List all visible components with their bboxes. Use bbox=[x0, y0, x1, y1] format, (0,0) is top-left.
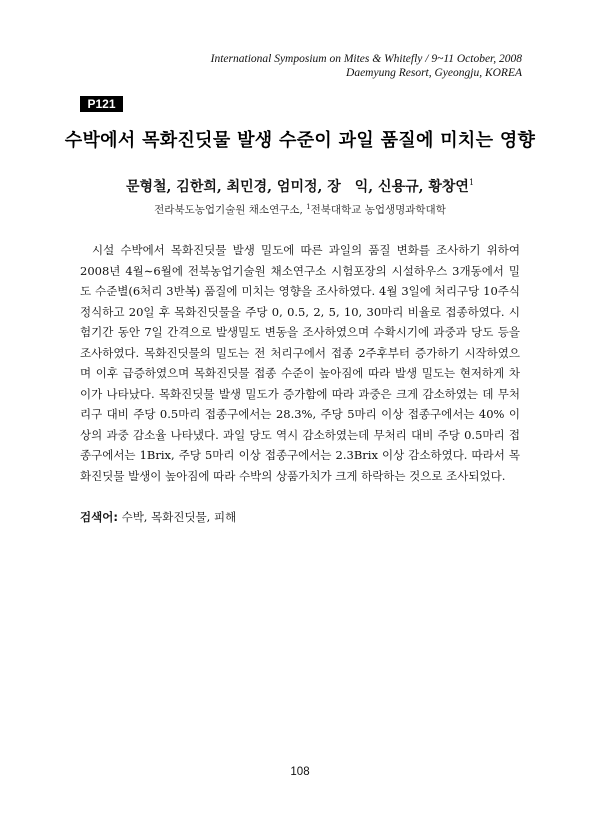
affiliation-superscript: 1 bbox=[306, 203, 311, 211]
paper-title: 수박에서 목화진딧물 발생 수준이 과일 품질에 미치는 영향 bbox=[64, 130, 536, 151]
affiliation-secondary: 전북대학교 농업생명과학대학 bbox=[310, 204, 446, 216]
conference-venue: Daemyung Resort, Gyeongju, KOREA bbox=[346, 67, 522, 79]
keywords bbox=[80, 509, 236, 525]
affiliation bbox=[0, 202, 600, 217]
author-names: 문형철, 김한희, 최민경, 엄미정, 장 익, 신용규, 황창연 bbox=[125, 179, 469, 195]
page-number: 108 bbox=[290, 766, 310, 778]
keywords-label: 검색어: bbox=[80, 510, 118, 524]
author-superscript: 1 bbox=[468, 178, 475, 187]
poster-id-badge: P121 bbox=[80, 96, 123, 112]
conference-name: International Symposium on Mites & Whitefly / 9~11 October, 2008 bbox=[210, 53, 522, 65]
abstract-body: 시설 수박에서 목화진딧물 발생 밀도에 따른 과일의 품질 변화를 조사하기 위하여 2008년 4월∼6월에 전북농업기술원 채소연구소 시험포장의 시설하우스 3개동에서 밀도 수준별(6처리 3반복) 품질에 미치는 영향을 조사하였다. 4월 3일에 처리구당 10주식 정식하고 20일 후 목화진딧물을 주당 0, 0.5, 2, 5, 10, 30마리 비율로 접종하였다. 시험기간 동안 7일 간격으로 발생밀도 변동을 조사하였으며 수확시기에 과중과 당도 등을 조사하였다. 목화진딧물의 밀도는 전 처리구에서 접종 2주후부터 증가하기 시작하였으며 이후 급증하였으며 목화진딧물 접종 수준이 높아짐에 따라 발생 밀도는 현저하게 차이가 나타났다. 목화진딧물 발생 밀도가 증가함에 따라 과중은 크게 감소하였는 데 무처리구 대비 주당 0.5마리 접종구에서는 28.3%, 주당 5마리 이상 접종구에서는 40% 이상의 과중 감소율 나타냈다. 과일 당도 역시 감소하였는데 무처리 대비 주당 0.5마리 접종구에서는 1Brix, 주당 5마리 이상 접종구에서는 2.3Brix 이상 감소하였다. 따라서 목화진딧물 발생이 높아짐에 따라 수박의 상품가치가 크게 하락하는 것으로 조사되었다. bbox=[80, 243, 520, 483]
keywords-values: 수박, 목화진딧물, 피해 bbox=[121, 510, 237, 524]
affiliation-primary: 전라북도농업기술원 채소연구소, bbox=[154, 204, 307, 216]
conference-header bbox=[211, 52, 522, 80]
author-list bbox=[0, 176, 600, 196]
